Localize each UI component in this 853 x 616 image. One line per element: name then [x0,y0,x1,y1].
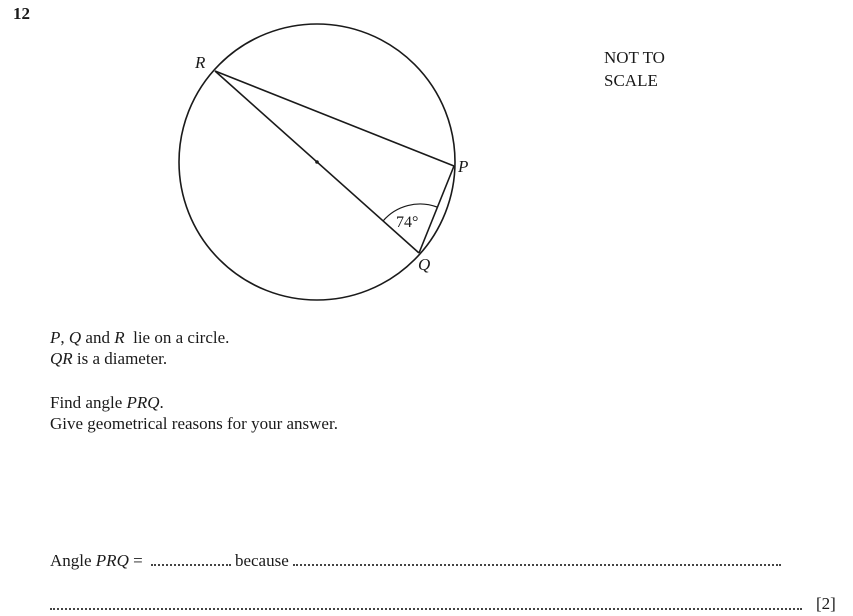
diameter-text: is a diameter. [72,349,168,368]
statement-rest: lie on a circle. [124,328,230,347]
task-end: . [159,393,164,412]
centre-point [315,160,319,164]
point-q: Q [68,328,82,347]
statement-line-1 [50,327,229,348]
not-to-scale-note [604,46,665,92]
point-r: R [114,328,125,347]
point-label-q: Q [418,255,431,274]
and-text: and [81,328,115,347]
answer-angle: PRQ [95,551,129,570]
answer-prefix: Angle [50,551,96,570]
point-label-r: R [195,53,206,72]
task-angle: PRQ [126,393,160,412]
answer-line [50,551,785,571]
marks-label: [2] [816,594,836,613]
reason-answer-field-1[interactable] [293,563,781,566]
separator: , [60,328,69,347]
point-label-p: P [458,157,469,176]
diameter-label: QR [50,349,73,368]
scale-note-line1: NOT TO [604,48,665,67]
task-text: Find angle [50,393,127,412]
question-number: 12 [13,4,30,23]
statement-line-2 [50,348,167,369]
chord-rp [215,71,454,166]
task-line-1 [50,392,164,413]
reason-answer-field-2[interactable] [50,608,802,610]
scale-note-line2: SCALE [604,71,658,90]
because-text: because [234,551,289,570]
angle-answer-field[interactable] [151,563,231,566]
task-line-2: Give geometrical reasons for your answer. [50,414,338,433]
angle-label: 74° [396,214,419,231]
answer-equals: = [128,551,147,570]
chord-pq [419,166,454,253]
point-p: P [50,328,61,347]
